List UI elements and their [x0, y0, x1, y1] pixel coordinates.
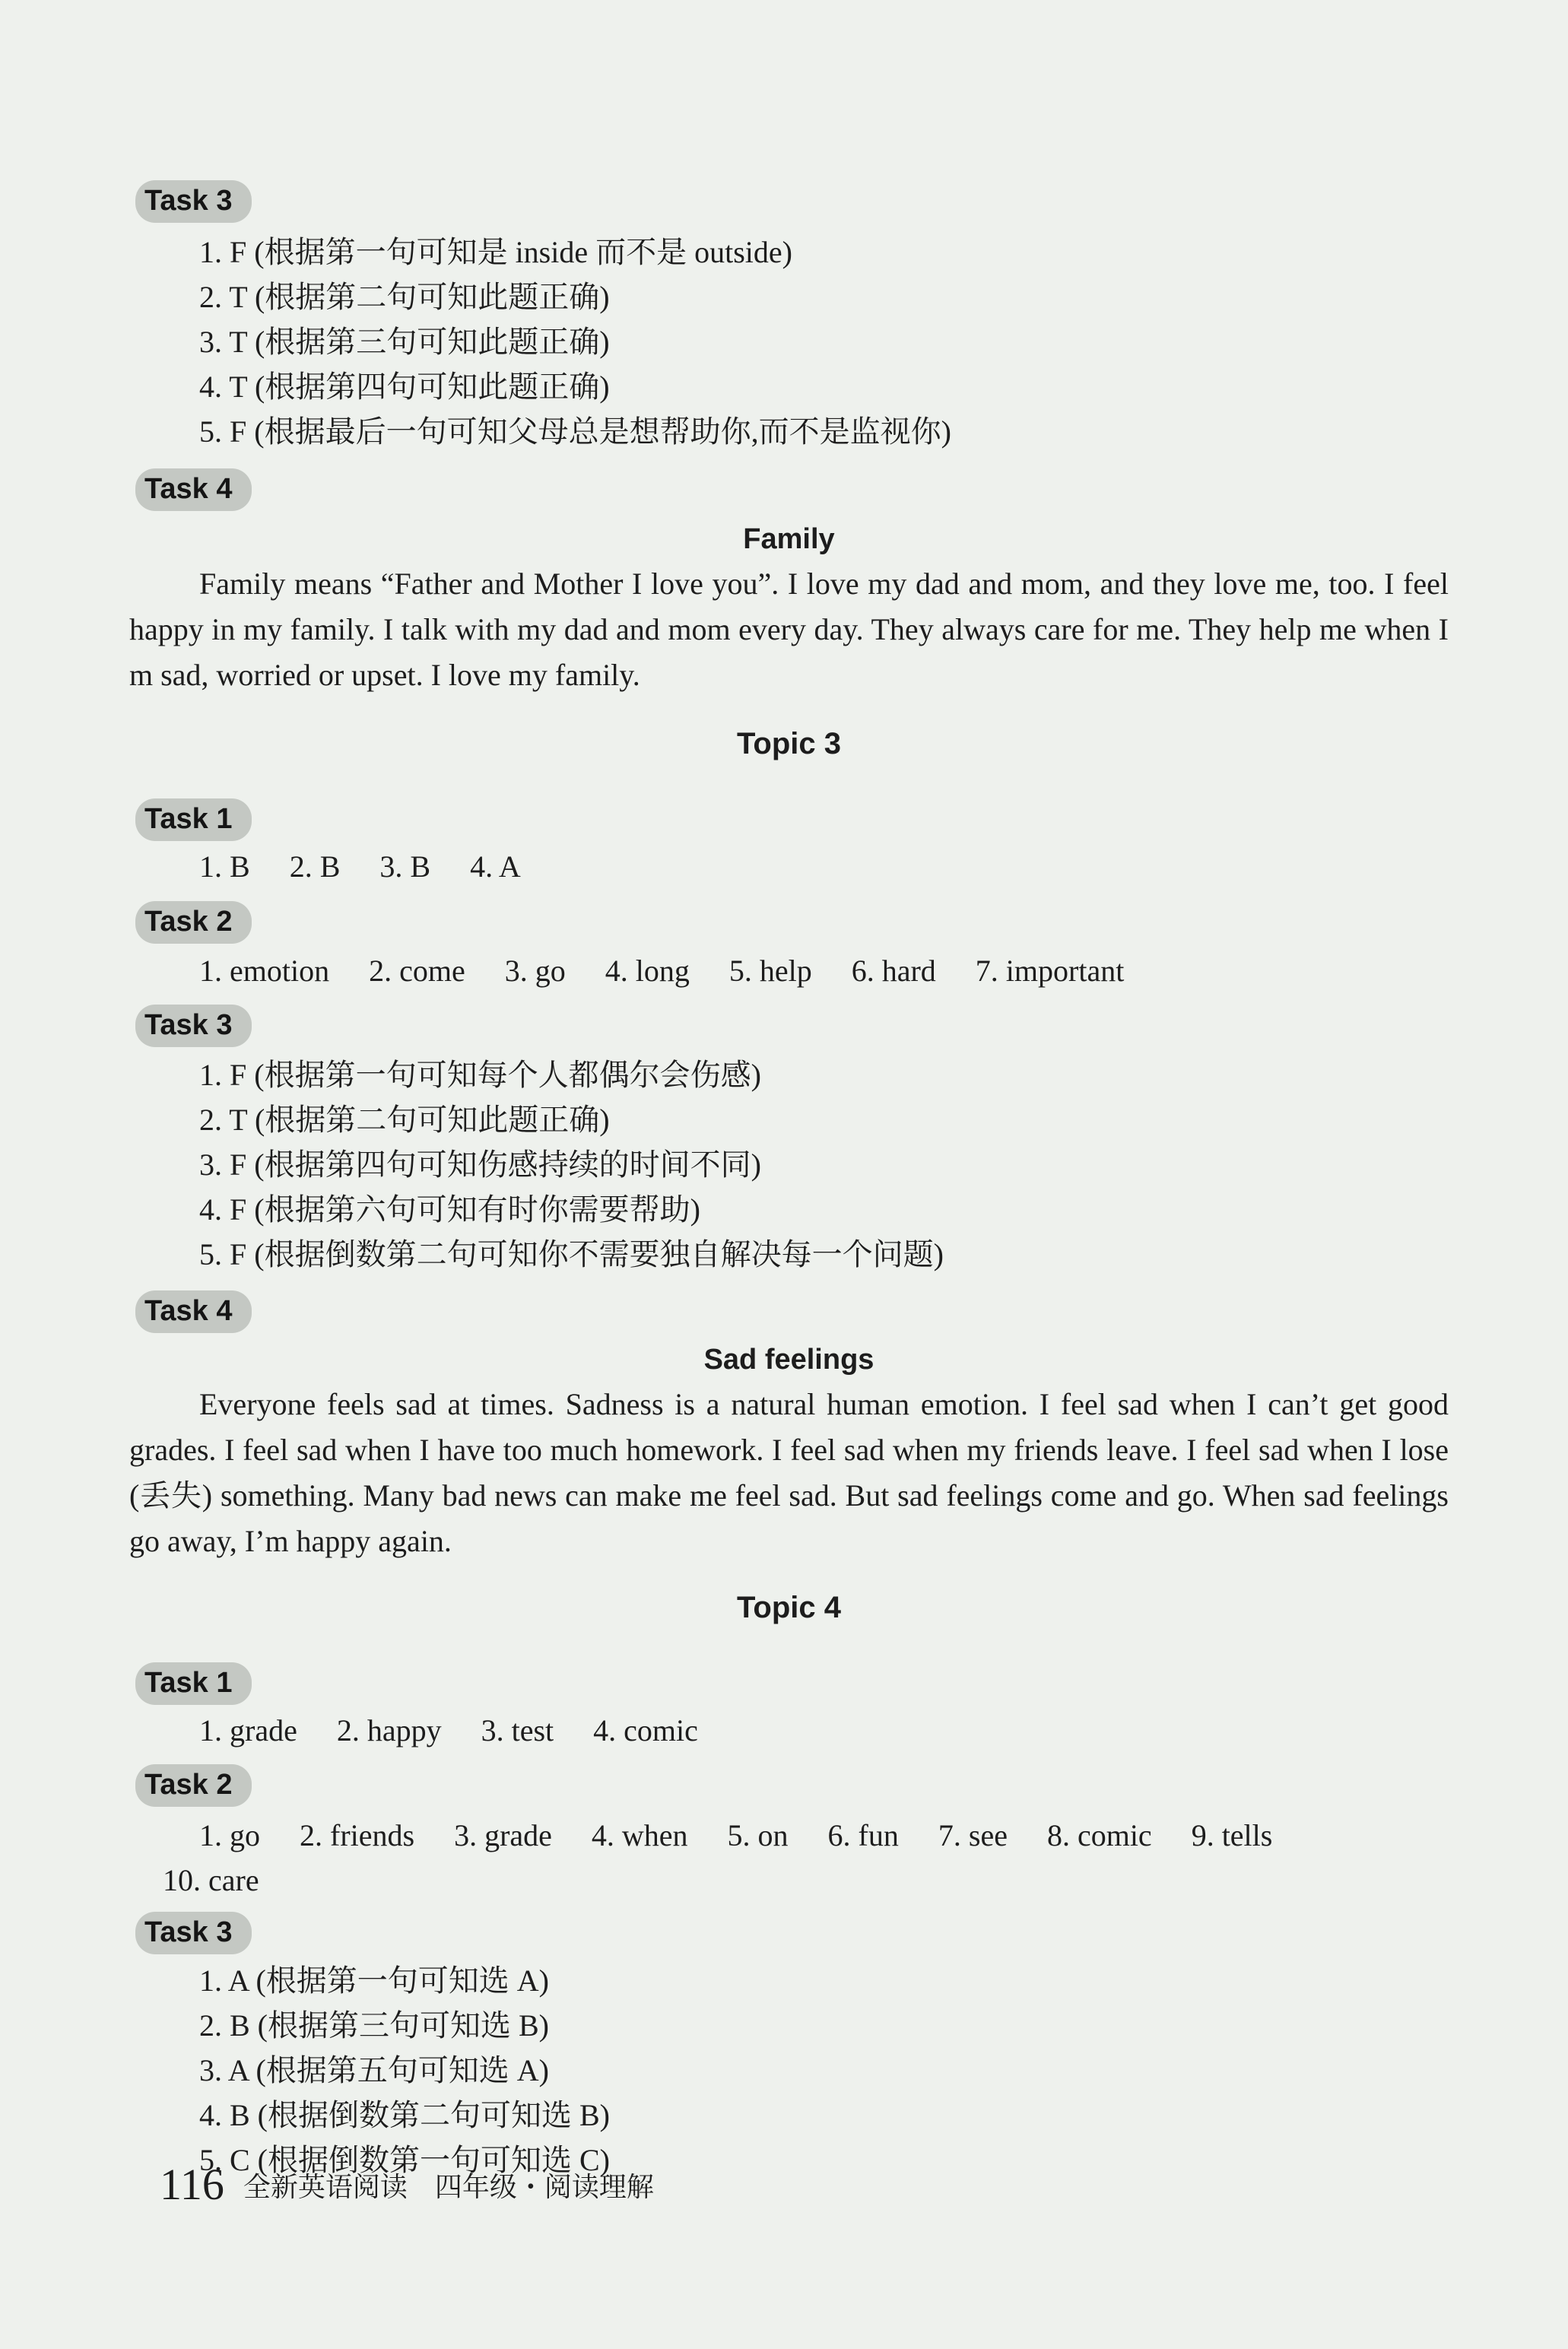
- task-label: Task 3: [135, 1005, 252, 1047]
- answer-item: 10. care: [163, 1863, 259, 1897]
- answer-row: [129, 948, 1449, 993]
- topic3-task2: [129, 901, 1449, 944]
- topic4-task3: [129, 1912, 1449, 1954]
- answer-word: 9. tells: [1191, 1818, 1273, 1852]
- answer-item: 2. T (根据第二句可知此题正确): [199, 280, 610, 314]
- topic3-task2-answers: [129, 948, 1449, 993]
- answer-item: 4. F (根据第六句可知有时你需要帮助): [199, 1192, 700, 1227]
- answer-item: 2. T (根据第二句可知此题正确): [199, 1103, 610, 1137]
- answer-item: 5. C (根据倒数第一句可知选 C): [199, 2143, 610, 2177]
- task-label: Task 1: [135, 798, 252, 841]
- task-label: Task 2: [135, 901, 252, 944]
- answer-word: 3. test: [481, 1713, 554, 1747]
- answer-word: 5. help: [728, 954, 812, 988]
- answer-item: 1. A (根据第一句可知选 A): [199, 1963, 549, 1998]
- answer-word: 1. go: [199, 1818, 260, 1852]
- page-number: 116: [160, 2160, 224, 2209]
- answer-word: 3. grade: [454, 1818, 552, 1852]
- essay-text: Everyone feels sad at times. Sadness is a natural human emotion. I feel sad when I can’t get good grades. I feel sad when I have too much homework. I feel sad when my friends leave. I feel sad when I lose (丢失) something. Many bad news can make me feel sad. But sad feelings come and go. When sad feelings go away, I’m happy again.: [129, 1387, 1449, 1558]
- answer-word: 3. B: [379, 849, 431, 884]
- answer-word: 4. when: [591, 1818, 688, 1852]
- answer-item: 5. F (根据倒数第二句可知你不需要独自解决每一个问题): [199, 1237, 944, 1271]
- answer-word: 7. important: [975, 954, 1125, 988]
- answer-word: 6. hard: [851, 954, 936, 988]
- topic3-task3: [129, 1005, 1449, 1047]
- topic3-heading: [129, 721, 1449, 767]
- answer-row: [129, 1813, 1449, 1858]
- topic4-heading: [129, 1585, 1449, 1630]
- answer-item: 3. F (根据第四句可知伤感持续的时间不同): [199, 1148, 761, 1182]
- answer-item: 3. T (根据第三句可知此题正确): [199, 325, 610, 359]
- answer-word: 5. on: [727, 1818, 789, 1852]
- essay-text: Family means “Father and Mother I love you”. I love my dad and mom, and they love me, too. I feel happy in my family. I talk with my dad and mom every day. They always care for me. They help me when I m sad, worried or upset. I love my family.: [129, 567, 1449, 692]
- answer-item: 4. B (根据倒数第二句可知选 B): [199, 2098, 610, 2132]
- task-label: Task 2: [135, 1764, 252, 1807]
- topic4-task1: [129, 1662, 1449, 1705]
- answer-word: 1. emotion: [199, 954, 330, 988]
- page-footer: [160, 2162, 654, 2210]
- topic4-task1-answers: [129, 1708, 1449, 1753]
- answer-word: 4. A: [470, 849, 521, 884]
- answer-word: 2. happy: [336, 1713, 442, 1747]
- task-label: Task 3: [135, 180, 252, 223]
- essay-family: [129, 517, 1449, 698]
- answer-word: 2. friends: [300, 1818, 415, 1852]
- task-label: Task 4: [135, 1290, 252, 1333]
- answer-word: 3. go: [504, 954, 566, 988]
- answer-item: 4. T (根据第四句可知此题正确): [199, 370, 610, 404]
- answer-item: 1. F (根据第一句可知是 inside 而不是 outside): [199, 235, 792, 269]
- answer-word: 1. B: [199, 849, 250, 884]
- topic-title: Topic 4: [736, 1591, 842, 1624]
- topic3-task1-answers: [129, 844, 1449, 889]
- task3-block-1: [129, 180, 1449, 223]
- topic4-task3-answers: [129, 1958, 1449, 2182]
- task3-answers-1: [129, 230, 1449, 454]
- topic-title: Topic 3: [736, 727, 842, 760]
- answer-word: 4. comic: [593, 1713, 698, 1747]
- answer-word: 8. comic: [1046, 1818, 1152, 1852]
- essay-title: Sad feelings: [703, 1344, 874, 1376]
- book-title: 全新英语阅读 四年级・阅读理解: [243, 2172, 654, 2202]
- answer-item: 1. F (根据第一句可知每个人都偶尔会伤感): [199, 1058, 761, 1092]
- topic4-task2-answers: [129, 1813, 1449, 1903]
- topic4-task2: [129, 1764, 1449, 1807]
- answer-row: [129, 844, 1449, 889]
- answer-word: 1. grade: [199, 1713, 297, 1747]
- task-label: Task 4: [135, 468, 252, 511]
- answer-word: 6. fun: [827, 1818, 899, 1852]
- task-label: Task 3: [135, 1912, 252, 1954]
- essay-sad-feelings: [129, 1338, 1449, 1564]
- answer-word: 2. come: [369, 954, 465, 988]
- answer-word: 7. see: [938, 1818, 1008, 1852]
- topic3-task1: [129, 798, 1449, 841]
- answer-item: 5. F (根据最后一句可知父母总是想帮助你,而不是监视你): [199, 414, 951, 449]
- answer-word: 4. long: [605, 954, 690, 988]
- answer-item: 2. B (根据第三句可知选 B): [199, 2008, 549, 2043]
- answer-word: 2. B: [289, 849, 341, 884]
- topic3-task4: [129, 1290, 1449, 1333]
- task4-block-1: [129, 468, 1449, 511]
- essay-title: Family: [743, 523, 835, 555]
- answer-row: [129, 1708, 1449, 1753]
- topic3-task3-answers: [129, 1052, 1449, 1277]
- task-label: Task 1: [135, 1662, 252, 1705]
- answer-item: 3. A (根据第五句可知选 A): [199, 2053, 549, 2087]
